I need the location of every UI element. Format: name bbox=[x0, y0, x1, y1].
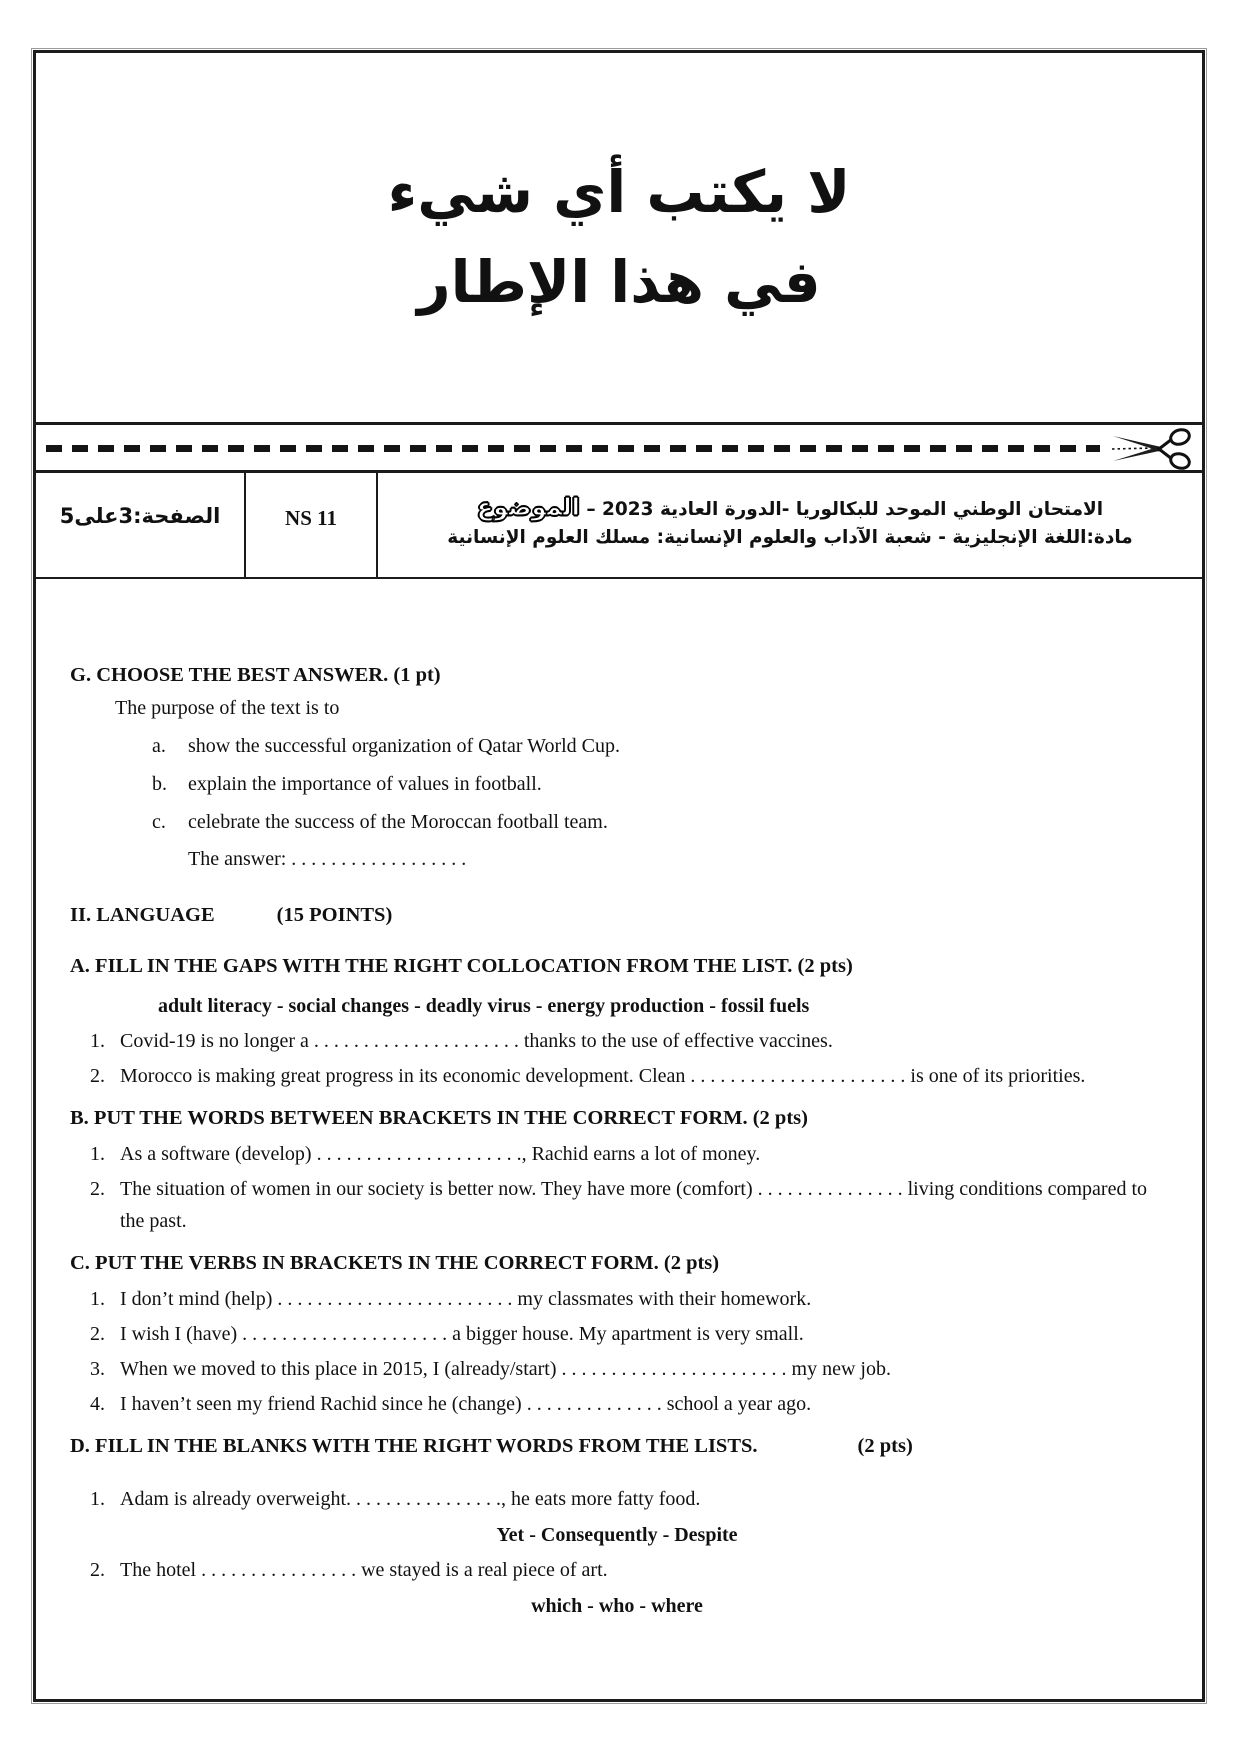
page-frame bbox=[33, 50, 1205, 1702]
option-b-text: explain the importance of values in football. bbox=[188, 772, 542, 795]
scissors-icon bbox=[1110, 427, 1196, 471]
item-text: When we moved to this place in 2015, I (already/start) . . . . . . . . . . . . . . . . . . . . . . . my new job. bbox=[120, 1357, 891, 1380]
item-number: 1. bbox=[90, 1287, 105, 1310]
section-g-title: G. CHOOSE THE BEST ANSWER. (1 pt) bbox=[70, 664, 441, 686]
item-text: The situation of women in our society is better now. They have more (comfort) . . . . . . . . . . . . . . . living conditions compared to the past. bbox=[120, 1178, 1148, 1233]
exam-content bbox=[36, 579, 1202, 1699]
section-a-item-2 bbox=[70, 1060, 1164, 1092]
section-d-word-list-1: Yet - Consequently - Despite bbox=[496, 1523, 738, 1546]
option-c bbox=[70, 806, 1164, 838]
section-c-item-3 bbox=[70, 1353, 1164, 1385]
item-number: 3. bbox=[90, 1357, 105, 1380]
warning-line-1: لا يكتب أي شيء bbox=[387, 157, 851, 226]
section-b-title: B. PUT THE WORDS BETWEEN BRACKETS IN THE CORRECT FORM. (2 pts) bbox=[70, 1107, 808, 1130]
item-number: 1. bbox=[90, 1030, 105, 1053]
item-text: I haven’t seen my friend Rachid since he (change) . . . . . . . . . . . . . . school a year ago. bbox=[120, 1392, 812, 1415]
item-text: As a software (develop) . . . . . . . . . . . . . . . . . . . . ., Rachid earns a lot of money. bbox=[120, 1143, 761, 1166]
language-heading-title: II. LANGUAGE bbox=[70, 903, 215, 926]
item-number: 4. bbox=[90, 1392, 105, 1415]
section-b-item-1 bbox=[70, 1138, 1164, 1170]
section-b-item-2 bbox=[70, 1173, 1164, 1237]
exam-header-table bbox=[36, 473, 1202, 579]
option-a bbox=[70, 730, 1164, 762]
section-c-item-4 bbox=[70, 1388, 1164, 1420]
page-number-cell: الصفحة:3على5 bbox=[36, 473, 246, 577]
item-text: Covid-19 is no longer a . . . . . . . . . . . . . . . . . . . . . thanks to the use of effective vaccines. bbox=[120, 1030, 833, 1053]
item-number: 1. bbox=[90, 1143, 105, 1166]
item-number: 2. bbox=[90, 1178, 105, 1201]
cut-dashed-line bbox=[46, 445, 1100, 452]
item-text: The hotel . . . . . . . . . . . . . . . . we stayed is a real piece of art. bbox=[120, 1558, 608, 1581]
cut-line-band bbox=[36, 425, 1202, 473]
item-text: Morocco is making great progress in its economic development. Clean . . . . . . . . . . . . . . . . . . . . . . is one of its priorities. bbox=[120, 1065, 1086, 1088]
section-c-item-2 bbox=[70, 1318, 1164, 1350]
option-a-text: show the successful organization of Qatar World Cup. bbox=[188, 734, 621, 757]
section-c-title: C. PUT THE VERBS IN BRACKETS IN THE CORRECT FORM. (2 pts) bbox=[70, 1252, 720, 1275]
exam-subtitle-line: مادة:اللغة الإنجليزية - شعبة الآداب والعلوم الإنسانية: مسلك العلوم الإنسانية bbox=[447, 526, 1133, 548]
section-d-title bbox=[70, 1430, 1164, 1463]
option-a-letter: a. bbox=[152, 734, 166, 757]
section-a-item-1 bbox=[70, 1025, 1164, 1057]
section-d-word-list-2: which - who - where bbox=[531, 1594, 703, 1617]
do-not-write-frame bbox=[36, 53, 1202, 425]
warning-line-2: في هذا الإطار bbox=[417, 247, 821, 316]
item-number: 2. bbox=[90, 1322, 105, 1345]
exam-title-line bbox=[477, 490, 1103, 525]
section-g-intro: The purpose of the text is to bbox=[115, 696, 340, 719]
reference-code-cell: NS 11 bbox=[246, 473, 378, 577]
item-text: I don’t mind (help) . . . . . . . . . . . . . . . . . . . . . . . . my classmates with their homework. bbox=[120, 1287, 812, 1310]
option-b-letter: b. bbox=[152, 772, 167, 795]
section-d-title-text: D. FILL IN THE BLANKS WITH THE RIGHT WORDS FROM THE LISTS. bbox=[70, 1434, 758, 1457]
item-number: 1. bbox=[90, 1487, 105, 1510]
option-b bbox=[70, 768, 1164, 800]
section-d-points: (2 pts) bbox=[857, 1434, 913, 1457]
item-text: Adam is already overweight. . . . . . . . . . . . . . . ., he eats more fatty food. bbox=[120, 1487, 701, 1510]
answer-blank-line: The answer: . . . . . . . . . . . . . . . . . . bbox=[188, 847, 467, 870]
section-c-item-1 bbox=[70, 1283, 1164, 1315]
exam-subject-text: الموضوع bbox=[476, 493, 580, 522]
language-heading bbox=[70, 899, 1164, 932]
section-d-item-2 bbox=[70, 1554, 1164, 1586]
item-text: I wish I (have) . . . . . . . . . . . . . . . . . . . . . a bigger house. My apartment is very small. bbox=[120, 1322, 804, 1345]
item-number: 2. bbox=[90, 1558, 105, 1581]
option-c-letter: c. bbox=[152, 810, 166, 833]
section-a-word-list: adult literacy - social changes - deadly virus - energy production - fossil fuels bbox=[158, 995, 810, 1018]
language-heading-points: (15 POINTS) bbox=[276, 903, 393, 926]
option-c-text: celebrate the success of the Moroccan football team. bbox=[188, 810, 608, 833]
item-number: 2. bbox=[90, 1065, 105, 1088]
section-a-title: A. FILL IN THE GAPS WITH THE RIGHT COLLOCATION FROM THE LIST. (2 pts) bbox=[70, 954, 853, 977]
exam-title-text: الامتحان الوطني الموحد للبكالوريا -الدورة العادية 2023 – bbox=[579, 499, 1104, 521]
section-d-item-1 bbox=[70, 1483, 1164, 1515]
exam-title-cell bbox=[378, 473, 1202, 577]
